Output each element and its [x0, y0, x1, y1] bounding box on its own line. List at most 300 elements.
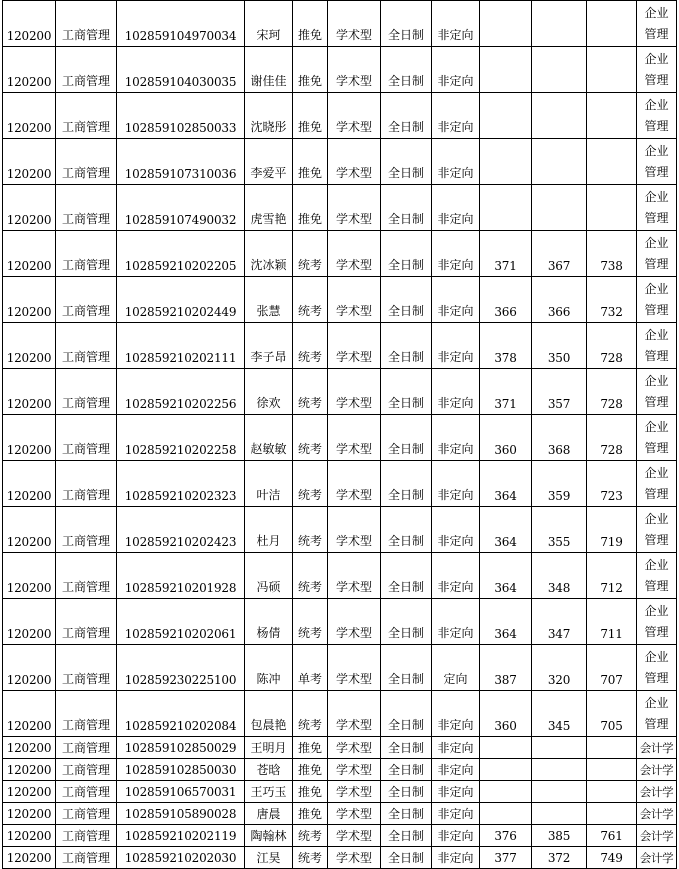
score-1-cell [480, 1, 532, 47]
major-name-cell: 工商管理 [56, 645, 117, 691]
study-mode-cell: 全日制 [381, 759, 432, 781]
degree-type-cell: 学术型 [328, 1, 381, 47]
candidate-name-cell: 叶洁 [245, 461, 293, 507]
study-mode-cell: 全日制 [381, 277, 432, 323]
orientation-cell: 非定向 [432, 803, 480, 825]
table-row [3, 415, 677, 461]
major-name-cell: 工商管理 [56, 825, 117, 847]
candidate-id-cell: 102859210202205 [117, 231, 245, 277]
table-row [3, 507, 677, 553]
score-2-cell [532, 781, 587, 803]
score-2-cell: 355 [532, 507, 587, 553]
candidate-id-cell: 102859104970034 [117, 1, 245, 47]
research-direction-line-2: 管理 [644, 164, 669, 179]
score-1-cell: 364 [480, 599, 532, 645]
study-mode-cell: 全日制 [381, 461, 432, 507]
study-mode-cell: 全日制 [381, 803, 432, 825]
research-direction-line-2: 管理 [644, 670, 669, 685]
table-row [3, 553, 677, 599]
total-score-cell [587, 759, 637, 781]
degree-type-cell: 学术型 [328, 277, 381, 323]
score-1-cell: 371 [480, 231, 532, 277]
candidate-id-cell: 102859104030035 [117, 47, 245, 93]
study-mode-cell: 全日制 [381, 553, 432, 599]
research-direction-line-1: 企业 [644, 51, 669, 66]
research-direction-line-2: 管理 [644, 302, 669, 317]
admission-method-cell: 统考 [293, 231, 328, 277]
admission-method-cell: 统考 [293, 553, 328, 599]
major-name-cell: 工商管理 [56, 415, 117, 461]
candidate-name-cell: 陶翰林 [245, 825, 293, 847]
major-code-cell: 120200 [3, 803, 56, 825]
research-direction-cell: 会计学 [637, 847, 677, 869]
admission-method-cell: 推免 [293, 93, 328, 139]
research-direction-line-2: 管理 [644, 486, 669, 501]
research-direction-cell [637, 139, 677, 185]
degree-type-cell: 学术型 [328, 185, 381, 231]
score-2-cell: 350 [532, 323, 587, 369]
major-name-cell: 工商管理 [56, 139, 117, 185]
orientation-cell: 非定向 [432, 599, 480, 645]
candidate-id-cell: 102859102850033 [117, 93, 245, 139]
research-direction-line-1: 企业 [644, 603, 669, 618]
research-direction-line-2: 管理 [644, 624, 669, 639]
major-name-cell: 工商管理 [56, 803, 117, 825]
score-2-cell [532, 803, 587, 825]
research-direction-cell: 会计学 [637, 781, 677, 803]
candidate-id-cell: 102859210201928 [117, 553, 245, 599]
score-2-cell: 367 [532, 231, 587, 277]
research-direction-line-1: 企业 [644, 649, 669, 664]
research-direction-cell [637, 369, 677, 415]
research-direction-cell [637, 1, 677, 47]
total-score-cell [587, 139, 637, 185]
candidate-name-cell: 杜月 [245, 507, 293, 553]
research-direction-cell [637, 645, 677, 691]
major-code-cell: 120200 [3, 231, 56, 277]
candidate-name-cell: 沈冰颖 [245, 231, 293, 277]
score-1-cell: 364 [480, 507, 532, 553]
admission-method-cell: 推免 [293, 1, 328, 47]
admission-method-cell: 统考 [293, 825, 328, 847]
table-row [3, 645, 677, 691]
score-1-cell: 366 [480, 277, 532, 323]
degree-type-cell: 学术型 [328, 645, 381, 691]
research-direction-line-2: 管理 [644, 578, 669, 593]
score-2-cell: 320 [532, 645, 587, 691]
candidate-id-cell: 102859210202258 [117, 415, 245, 461]
major-code-cell: 120200 [3, 93, 56, 139]
candidate-name-cell: 徐欢 [245, 369, 293, 415]
study-mode-cell: 全日制 [381, 1, 432, 47]
research-direction-line-1: 企业 [644, 373, 669, 388]
total-score-cell: 705 [587, 691, 637, 737]
score-1-cell: 377 [480, 847, 532, 869]
major-name-cell: 工商管理 [56, 507, 117, 553]
major-code-cell: 120200 [3, 759, 56, 781]
major-name-cell: 工商管理 [56, 323, 117, 369]
candidate-name-cell: 苍晗 [245, 759, 293, 781]
degree-type-cell: 学术型 [328, 803, 381, 825]
degree-type-cell: 学术型 [328, 415, 381, 461]
score-1-cell [480, 759, 532, 781]
table-row [3, 825, 677, 847]
table-row [3, 691, 677, 737]
candidate-name-cell: 杨倩 [245, 599, 293, 645]
table-row [3, 369, 677, 415]
candidate-id-cell: 102859107310036 [117, 139, 245, 185]
candidate-name-cell: 李子昂 [245, 323, 293, 369]
research-direction-cell [637, 185, 677, 231]
score-2-cell: 366 [532, 277, 587, 323]
orientation-cell: 非定向 [432, 847, 480, 869]
score-1-cell: 378 [480, 323, 532, 369]
total-score-cell: 732 [587, 277, 637, 323]
score-2-cell [532, 1, 587, 47]
score-1-cell [480, 139, 532, 185]
candidate-name-cell: 沈晓彤 [245, 93, 293, 139]
study-mode-cell: 全日制 [381, 415, 432, 461]
major-name-cell: 工商管理 [56, 781, 117, 803]
score-2-cell [532, 737, 587, 759]
degree-type-cell: 学术型 [328, 461, 381, 507]
major-name-cell: 工商管理 [56, 47, 117, 93]
table-row [3, 323, 677, 369]
admission-method-cell: 单考 [293, 645, 328, 691]
candidate-id-cell: 102859210202119 [117, 825, 245, 847]
total-score-cell [587, 1, 637, 47]
study-mode-cell: 全日制 [381, 47, 432, 93]
candidate-name-cell: 唐晨 [245, 803, 293, 825]
candidate-name-cell: 张慧 [245, 277, 293, 323]
major-code-cell: 120200 [3, 369, 56, 415]
admission-method-cell: 统考 [293, 847, 328, 869]
candidate-id-cell: 102859210202061 [117, 599, 245, 645]
admission-method-cell: 统考 [293, 323, 328, 369]
admission-method-cell: 推免 [293, 781, 328, 803]
candidate-name-cell: 赵敏敏 [245, 415, 293, 461]
degree-type-cell: 学术型 [328, 231, 381, 277]
score-2-cell [532, 93, 587, 139]
table-row [3, 185, 677, 231]
admission-method-cell: 推免 [293, 185, 328, 231]
study-mode-cell: 全日制 [381, 139, 432, 185]
score-1-cell [480, 93, 532, 139]
admission-method-cell: 统考 [293, 507, 328, 553]
degree-type-cell: 学术型 [328, 781, 381, 803]
candidate-name-cell: 包晨艳 [245, 691, 293, 737]
research-direction-line-1: 企业 [644, 281, 669, 296]
admission-method-cell: 统考 [293, 277, 328, 323]
research-direction-line-1: 企业 [644, 511, 669, 526]
orientation-cell: 非定向 [432, 553, 480, 599]
candidate-id-cell: 102859107490032 [117, 185, 245, 231]
total-score-cell: 711 [587, 599, 637, 645]
total-score-cell: 728 [587, 323, 637, 369]
major-name-cell: 工商管理 [56, 759, 117, 781]
total-score-cell [587, 737, 637, 759]
table-row [3, 781, 677, 803]
research-direction-cell [637, 507, 677, 553]
study-mode-cell: 全日制 [381, 825, 432, 847]
score-1-cell: 360 [480, 415, 532, 461]
major-name-cell: 工商管理 [56, 737, 117, 759]
research-direction-cell [637, 599, 677, 645]
score-1-cell: 387 [480, 645, 532, 691]
score-2-cell: 372 [532, 847, 587, 869]
research-direction-line-1: 企业 [644, 5, 669, 20]
study-mode-cell: 全日制 [381, 507, 432, 553]
score-2-cell [532, 139, 587, 185]
candidate-id-cell: 102859102850029 [117, 737, 245, 759]
study-mode-cell: 全日制 [381, 737, 432, 759]
total-score-cell: 761 [587, 825, 637, 847]
research-direction-line-2: 管理 [644, 256, 669, 271]
admission-method-cell: 统考 [293, 461, 328, 507]
total-score-cell [587, 93, 637, 139]
major-code-cell: 120200 [3, 461, 56, 507]
degree-type-cell: 学术型 [328, 507, 381, 553]
candidate-id-cell: 102859102850030 [117, 759, 245, 781]
research-direction-cell [637, 691, 677, 737]
research-direction-cell [637, 277, 677, 323]
study-mode-cell: 全日制 [381, 645, 432, 691]
total-score-cell [587, 47, 637, 93]
candidate-id-cell: 102859210202111 [117, 323, 245, 369]
admission-method-cell: 统考 [293, 415, 328, 461]
candidate-name-cell: 虎雪艳 [245, 185, 293, 231]
degree-type-cell: 学术型 [328, 369, 381, 415]
study-mode-cell: 全日制 [381, 781, 432, 803]
orientation-cell: 非定向 [432, 759, 480, 781]
table-row [3, 737, 677, 759]
orientation-cell: 非定向 [432, 507, 480, 553]
total-score-cell: 728 [587, 369, 637, 415]
orientation-cell: 非定向 [432, 185, 480, 231]
candidate-name-cell: 江昊 [245, 847, 293, 869]
score-1-cell [480, 47, 532, 93]
score-2-cell: 385 [532, 825, 587, 847]
research-direction-cell: 会计学 [637, 803, 677, 825]
candidate-name-cell: 谢佳佳 [245, 47, 293, 93]
admission-method-cell: 推免 [293, 737, 328, 759]
admission-method-cell: 统考 [293, 599, 328, 645]
research-direction-line-2: 管理 [644, 118, 669, 133]
major-name-cell: 工商管理 [56, 461, 117, 507]
score-2-cell [532, 47, 587, 93]
major-name-cell: 工商管理 [56, 369, 117, 415]
total-score-cell: 749 [587, 847, 637, 869]
major-name-cell: 工商管理 [56, 599, 117, 645]
score-2-cell: 359 [532, 461, 587, 507]
degree-type-cell: 学术型 [328, 47, 381, 93]
orientation-cell: 非定向 [432, 691, 480, 737]
major-code-cell: 120200 [3, 185, 56, 231]
degree-type-cell: 学术型 [328, 553, 381, 599]
candidate-id-cell: 102859210202323 [117, 461, 245, 507]
study-mode-cell: 全日制 [381, 93, 432, 139]
candidate-name-cell: 王巧玉 [245, 781, 293, 803]
degree-type-cell: 学术型 [328, 847, 381, 869]
orientation-cell: 非定向 [432, 737, 480, 759]
orientation-cell: 非定向 [432, 93, 480, 139]
degree-type-cell: 学术型 [328, 825, 381, 847]
score-2-cell [532, 759, 587, 781]
study-mode-cell: 全日制 [381, 231, 432, 277]
major-code-cell: 120200 [3, 1, 56, 47]
candidate-id-cell: 102859210202030 [117, 847, 245, 869]
score-1-cell: 364 [480, 553, 532, 599]
research-direction-cell [637, 323, 677, 369]
score-1-cell [480, 737, 532, 759]
major-name-cell: 工商管理 [56, 277, 117, 323]
total-score-cell [587, 803, 637, 825]
score-1-cell [480, 185, 532, 231]
major-name-cell: 工商管理 [56, 691, 117, 737]
candidate-name-cell: 陈冲 [245, 645, 293, 691]
research-direction-cell [637, 461, 677, 507]
orientation-cell: 非定向 [432, 825, 480, 847]
table-row [3, 461, 677, 507]
total-score-cell: 712 [587, 553, 637, 599]
degree-type-cell: 学术型 [328, 323, 381, 369]
score-1-cell: 371 [480, 369, 532, 415]
admission-method-cell: 统考 [293, 369, 328, 415]
score-2-cell: 368 [532, 415, 587, 461]
major-name-cell: 工商管理 [56, 553, 117, 599]
degree-type-cell: 学术型 [328, 93, 381, 139]
major-code-cell: 120200 [3, 139, 56, 185]
admission-method-cell: 推免 [293, 803, 328, 825]
major-code-cell: 120200 [3, 645, 56, 691]
research-direction-line-1: 企业 [644, 189, 669, 204]
major-code-cell: 120200 [3, 599, 56, 645]
orientation-cell: 非定向 [432, 781, 480, 803]
score-2-cell: 348 [532, 553, 587, 599]
table-row [3, 759, 677, 781]
total-score-cell: 719 [587, 507, 637, 553]
major-code-cell: 120200 [3, 781, 56, 803]
score-2-cell [532, 185, 587, 231]
research-direction-cell [637, 47, 677, 93]
orientation-cell: 非定向 [432, 277, 480, 323]
degree-type-cell: 学术型 [328, 139, 381, 185]
research-direction-line-2: 管理 [644, 716, 669, 731]
candidate-name-cell: 宋珂 [245, 1, 293, 47]
research-direction-cell: 会计学 [637, 737, 677, 759]
admission-method-cell: 推免 [293, 139, 328, 185]
orientation-cell: 非定向 [432, 461, 480, 507]
research-direction-line-2: 管理 [644, 26, 669, 41]
score-1-cell: 364 [480, 461, 532, 507]
study-mode-cell: 全日制 [381, 323, 432, 369]
table-row [3, 1, 677, 47]
research-direction-line-1: 企业 [644, 465, 669, 480]
total-score-cell [587, 185, 637, 231]
major-code-cell: 120200 [3, 507, 56, 553]
study-mode-cell: 全日制 [381, 599, 432, 645]
table-row [3, 803, 677, 825]
major-code-cell: 120200 [3, 847, 56, 869]
candidate-id-cell: 102859210202256 [117, 369, 245, 415]
orientation-cell: 非定向 [432, 47, 480, 93]
score-2-cell: 347 [532, 599, 587, 645]
major-name-cell: 工商管理 [56, 93, 117, 139]
total-score-cell: 728 [587, 415, 637, 461]
major-code-cell: 120200 [3, 277, 56, 323]
research-direction-cell: 会计学 [637, 825, 677, 847]
table-row [3, 277, 677, 323]
admission-method-cell: 统考 [293, 691, 328, 737]
orientation-cell: 非定向 [432, 139, 480, 185]
candidate-id-cell: 102859210202449 [117, 277, 245, 323]
table-row [3, 139, 677, 185]
total-score-cell: 707 [587, 645, 637, 691]
research-direction-line-1: 企业 [644, 557, 669, 572]
score-1-cell: 360 [480, 691, 532, 737]
orientation-cell: 非定向 [432, 415, 480, 461]
candidate-id-cell: 102859105890028 [117, 803, 245, 825]
degree-type-cell: 学术型 [328, 599, 381, 645]
admission-list-table [2, 0, 677, 869]
research-direction-line-2: 管理 [644, 72, 669, 87]
study-mode-cell: 全日制 [381, 369, 432, 415]
score-1-cell: 376 [480, 825, 532, 847]
candidate-id-cell: 102859210202084 [117, 691, 245, 737]
research-direction-line-1: 企业 [644, 419, 669, 434]
research-direction-line-2: 管理 [644, 440, 669, 455]
research-direction-cell: 会计学 [637, 759, 677, 781]
score-1-cell [480, 781, 532, 803]
research-direction-line-1: 企业 [644, 695, 669, 710]
admission-method-cell: 推免 [293, 759, 328, 781]
research-direction-cell [637, 93, 677, 139]
research-direction-cell [637, 553, 677, 599]
table-row [3, 599, 677, 645]
table-row [3, 93, 677, 139]
candidate-id-cell: 102859210202423 [117, 507, 245, 553]
study-mode-cell: 全日制 [381, 847, 432, 869]
major-code-cell: 120200 [3, 553, 56, 599]
candidate-name-cell: 李爱平 [245, 139, 293, 185]
research-direction-line-2: 管理 [644, 210, 669, 225]
table-row [3, 847, 677, 869]
total-score-cell: 738 [587, 231, 637, 277]
orientation-cell: 非定向 [432, 369, 480, 415]
research-direction-line-2: 管理 [644, 532, 669, 547]
orientation-cell: 定向 [432, 645, 480, 691]
major-name-cell: 工商管理 [56, 185, 117, 231]
research-direction-line-2: 管理 [644, 394, 669, 409]
degree-type-cell: 学术型 [328, 737, 381, 759]
total-score-cell: 723 [587, 461, 637, 507]
research-direction-line-2: 管理 [644, 348, 669, 363]
research-direction-line-1: 企业 [644, 327, 669, 342]
major-name-cell: 工商管理 [56, 1, 117, 47]
research-direction-cell [637, 415, 677, 461]
candidate-id-cell: 102859106570031 [117, 781, 245, 803]
research-direction-line-1: 企业 [644, 97, 669, 112]
score-2-cell: 345 [532, 691, 587, 737]
study-mode-cell: 全日制 [381, 185, 432, 231]
candidate-name-cell: 王明月 [245, 737, 293, 759]
major-code-cell: 120200 [3, 323, 56, 369]
research-direction-cell [637, 231, 677, 277]
score-2-cell: 357 [532, 369, 587, 415]
orientation-cell: 非定向 [432, 1, 480, 47]
table-row [3, 47, 677, 93]
major-code-cell: 120200 [3, 737, 56, 759]
